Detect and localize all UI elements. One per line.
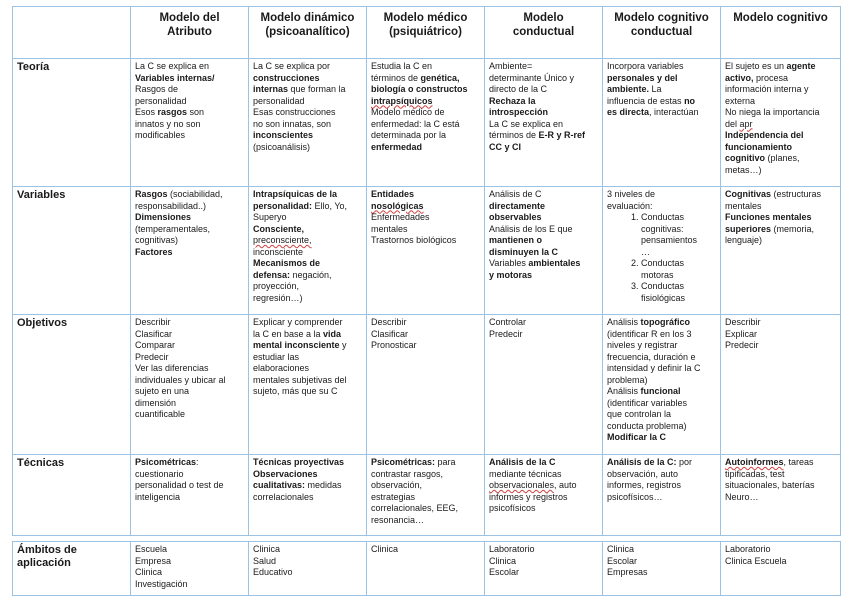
header-empty-cell [13,7,131,59]
evaluation-levels-list [607,212,716,304]
cell-ambitos-dinamico: Clinica Salud Educativo [249,542,367,596]
row-label-tecnicas: Técnicas [13,455,131,536]
cell-ambitos-medico: Clinica [367,542,485,596]
list-item: 3. Conductas fisiológicas [641,281,716,304]
row-variables [13,187,841,315]
row-tecnicas [13,455,841,536]
row-objetivos [13,315,841,455]
cell-variables-medico: Entidades nosológicas Enfermedades mentales Trastornos biológicos [367,187,485,315]
models-comparison-table [12,6,841,536]
cell-teoria-medico: Estudia la C en términos de genética, biología o constructos intrapsíquicos Modelo médico de enfermedad: la C está determinada por la enfermedad [367,59,485,187]
row-label-teoria: Teoría [13,59,131,187]
cell-tecnicas-atributo: Psicométricas: cuestionario personalidad o test de inteligencia [131,455,249,536]
row-label-ambitos: Ámbitos de aplicación [13,542,131,596]
header-modelo-dinamico: Modelo dinámico (psicoanalítico) [249,7,367,59]
list-item: 2. Conductas motoras [641,258,716,281]
cell-teoria-conductual: Ambiente= determinante Único y directo de la C Rechaza la introspección La C se explica en términos de E-R y R-ref CC y CI [485,59,603,187]
cell-ambitos-cognitivo: Laboratorio Clinica Escuela [721,542,841,596]
cell-variables-atributo: Rasgos (sociabilidad, responsabilidad..) Dimensiones (temperamentales, cognitivas) Factores [131,187,249,315]
cell-teoria-dinamico: La C se explica por construcciones internas que forman la personalidad Esas construcciones no son innatas, son inconscientes (psicoanálisis) [249,59,367,187]
cell-tecnicas-medico: Psicométricas: para contrastar rasgos, observación, estrategias correlacionales, EEG, resonancia… [367,455,485,536]
cell-variables-cognitivo: Cognitivas (estructuras mentales Funciones mentales superiores (memoria, lenguaje) [721,187,841,315]
cell-tecnicas-cognitivo: Autoinformes, tareas tipificadas, test situacionales, baterías Neuro… [721,455,841,536]
cell-variables-conductual: Análisis de C directamente observables Análisis de los E que mantienen o disminuyen la C Variables ambientales y motoras [485,187,603,315]
header-modelo-atributo: Modelo del Atributo [131,7,249,59]
cell-variables-cognitivo-conductual: 3 niveles de evaluación: 1. Conductas cognitivas: pensamientos … 2. Conductas motoras 3. Conductas fisiológicas [603,187,721,315]
cell-objetivos-cognitivo-conductual: Análisis topográfico (identificar R en los 3 niveles y registrar frecuencia, duración e intensidad y definir la C problema) Análisis funcional (identificar variables que controlan la conducta problema) Modificar la C [603,315,721,455]
cell-teoria-atributo: La C se explica en Variables internas/ Rasgos de personalidad Esos rasgos son innatos y no son modificables [131,59,249,187]
list-item: 1. Conductas cognitivas: pensamientos … [641,212,716,258]
cell-objetivos-medico: Describir Clasificar Pronosticar [367,315,485,455]
cell-teoria-cognitivo-conductual: Incorpora variables personales y del ambiente. La influencia de estas no es directa, interactúan [603,59,721,187]
cell-ambitos-cognitivo-conductual: Clinica Escolar Empresas [603,542,721,596]
cell-teoria-cognitivo: El sujeto es un agente activo, procesa información interna y externa No niega la importancia del apr Independencia del funcionamiento cognitivo (planes, metas…) [721,59,841,187]
cell-ambitos-atributo: Escuela Empresa Clinica Investigación [131,542,249,596]
header-modelo-conductual: Modelo conductual [485,7,603,59]
header-modelo-cognitivo: Modelo cognitivo [721,7,841,59]
cell-tecnicas-dinamico: Técnicas proyectivas Observaciones cualitativas: medidas correlacionales [249,455,367,536]
row-teoria [13,59,841,187]
row-label-objetivos: Objetivos [13,315,131,455]
row-label-variables: Variables [13,187,131,315]
cell-ambitos-conductual: Laboratorio Clinica Escolar [485,542,603,596]
header-modelo-cognitivo-conductual: Modelo cognitivo conductual [603,7,721,59]
cell-objetivos-dinamico: Explicar y comprender la C en base a la vida mental inconsciente y estudiar las elaboraciones mentales subjetivas del sujeto, más que su C [249,315,367,455]
cell-objetivos-atributo: Describir Clasificar Comparar Predecir Ver las diferencias individuales y ubicar al sujeto en una dimensión cuantificable [131,315,249,455]
cell-tecnicas-conductual: Análisis de la C mediante técnicas observacionales, auto informes y registros psicofísicos [485,455,603,536]
header-modelo-medico: Modelo médico (psiquiátrico) [367,7,485,59]
cell-objetivos-conductual: Controlar Predecir [485,315,603,455]
row-ambitos [13,542,841,596]
cell-tecnicas-cognitivo-conductual: Análisis de la C: por observación, auto informes, registros psicofísicos… [603,455,721,536]
ambitos-table [12,541,841,596]
header-row [13,7,841,59]
cell-variables-dinamico: Intrapsíquicas de la personalidad: Ello, Yo, Superyo Consciente, preconsciente, inconsciente Mecanismos de defensa: negación, proyección, regresión…) [249,187,367,315]
cell-objetivos-cognitivo: Describir Explicar Predecir [721,315,841,455]
